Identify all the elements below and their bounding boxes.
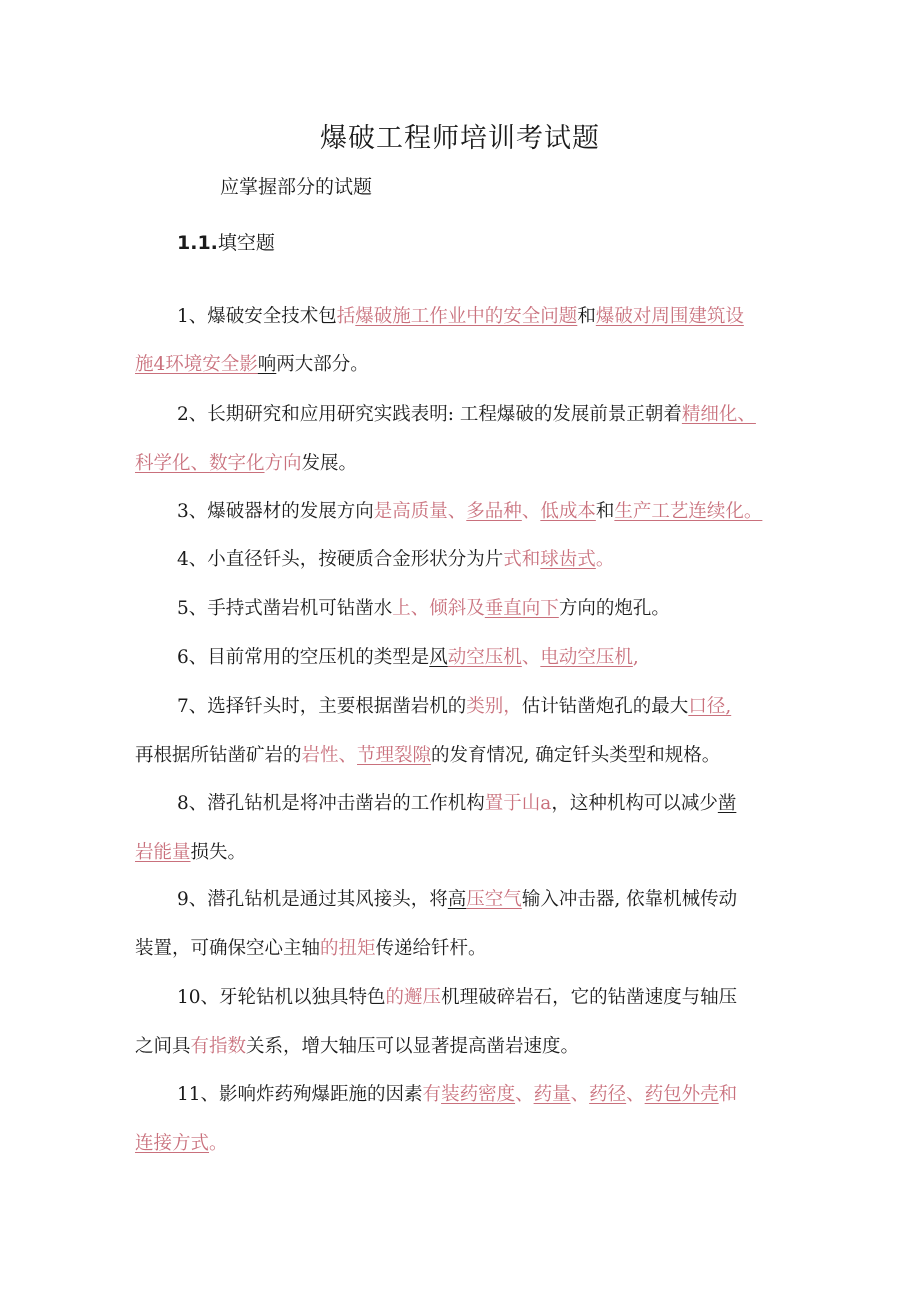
question-text: 的发育情况, 确定钎头类型和规格。 — [431, 745, 721, 766]
answer-text: 生产工艺连续化。 — [614, 501, 763, 522]
answer-text: 口径, — [688, 696, 732, 717]
answer-text: 有 — [422, 1084, 442, 1105]
question-text: 风 — [429, 647, 448, 668]
question-text: 损失。 — [190, 842, 247, 863]
question-text: 9、潜孔钻机是通过其风接头，将 — [177, 889, 448, 910]
answer-text: 爆破施工作业中的安全问题 — [355, 306, 578, 327]
question-text: 两大部分。 — [276, 354, 369, 375]
question-text: 4、小直径钎头，按硬质合金形状分为片 — [177, 549, 504, 570]
question-text: 5、手持式凿岩机可钻凿水 — [177, 598, 393, 619]
answer-text: 。 — [209, 1133, 228, 1154]
question-text: ，这种机构可以减少 — [551, 793, 718, 814]
question-6-line-1 — [177, 645, 639, 671]
answer-text: 岩性、 — [301, 745, 358, 766]
answer-text: 、 — [521, 647, 541, 668]
answer-text: 施4环境安全影 — [135, 354, 258, 375]
question-8-line-1 — [177, 791, 736, 817]
question-text: 再根据所钻凿矿岩的 — [135, 745, 302, 766]
question-text: 6、目前常用的空压机的类型是 — [177, 647, 430, 668]
question-text: 2、长期研究和应用研究实践表明: 工程爆破的发展前景正朝着 — [177, 404, 682, 425]
subtitle: 应掌握部分的试题 — [220, 176, 373, 198]
question-3-line-1 — [177, 499, 762, 525]
answer-text: 、 — [570, 1084, 590, 1105]
answer-text: 、 — [521, 501, 541, 522]
question-9-line-2 — [135, 936, 487, 962]
answer-text: 、 — [626, 1084, 645, 1105]
answer-text: 压空气 — [466, 889, 522, 910]
answer-text: 药径 — [589, 1084, 627, 1105]
answer-text: 球齿式 — [540, 549, 596, 570]
answer-text: 垂直向下 — [484, 598, 559, 619]
question-2-line-2 — [135, 451, 357, 477]
question-text: 关系，增大轴压可以显著提高凿岩速度。 — [246, 1036, 580, 1057]
answer-text: 是高质量、 — [373, 501, 467, 522]
answer-text: 节理裂隙 — [357, 745, 432, 766]
answer-text: 装药密度 — [441, 1084, 516, 1105]
question-text: 机理破碎岩石，它的钻凿速度与轴压 — [441, 987, 738, 1008]
question-text: 方向的炮孔。 — [558, 598, 670, 619]
answer-text: 的邂压 — [385, 987, 442, 1008]
question-7-line-1 — [177, 694, 731, 720]
answer-text: 式和 — [503, 549, 541, 570]
question-text: 装置，可确保空心主轴 — [135, 938, 321, 959]
question-text: 10、牙轮钻机以独具特色 — [177, 987, 386, 1008]
answer-text: 岩能量 — [135, 842, 191, 863]
answer-text: 括 — [336, 306, 356, 327]
answer-text: 数字化 — [209, 453, 265, 474]
question-10-line-1 — [177, 985, 737, 1011]
answer-text: 药量 — [533, 1084, 571, 1105]
answer-text: 药包外壳 — [644, 1084, 719, 1105]
answer-text: 方向 — [264, 453, 302, 474]
question-text: 发展。 — [301, 453, 358, 474]
document-title: 爆破工程师培训考试题 — [320, 123, 600, 154]
answer-text: 有指数 — [190, 1036, 247, 1057]
section-heading — [177, 228, 275, 255]
question-9-line-1 — [177, 887, 737, 913]
question-text: 之间具 — [135, 1036, 191, 1057]
question-2-line-1 — [177, 402, 756, 428]
question-text: 高 — [447, 889, 467, 910]
answer-text: 爆破对周围建筑设 — [595, 306, 744, 327]
answer-text: 电动空压机 — [540, 647, 633, 668]
section-label: 填空题 — [217, 232, 275, 254]
question-4-line-1 — [177, 547, 614, 573]
question-text: 3、爆破器材的发展方向 — [177, 501, 374, 522]
question-1-line-1 — [177, 304, 744, 330]
question-text: 和 — [595, 501, 615, 522]
answer-text: 科学化、 — [135, 453, 210, 474]
question-text: 1、爆破安全技术包 — [177, 306, 337, 327]
answer-text: 动空压机 — [447, 647, 522, 668]
question-10-line-2 — [135, 1034, 579, 1060]
answer-text: 置于山a — [484, 793, 552, 814]
question-11-line-2 — [135, 1131, 228, 1157]
answer-text: 上、倾斜及 — [392, 598, 485, 619]
question-text: 传递给钎杆。 — [375, 938, 487, 959]
question-8-line-2 — [135, 840, 246, 866]
answer-text: 类别， — [466, 696, 522, 717]
answer-text: 。 — [595, 549, 615, 570]
question-text: 和 — [577, 306, 596, 327]
question-11-line-1 — [177, 1082, 737, 1108]
question-text: 7、选择钎头时，主要根据凿岩机的 — [177, 696, 467, 717]
answer-text: 多品种 — [466, 501, 522, 522]
question-text: 11、影响炸药殉爆距施的因素 — [177, 1084, 423, 1105]
question-text: 8、潜孔钻机是将冲击凿岩的工作机构 — [177, 793, 485, 814]
question-text: 估计钻凿炮孔的最大 — [521, 696, 689, 717]
question-text: 输入冲击器, 依靠机械传动 — [521, 889, 738, 910]
question-5-line-1 — [177, 596, 670, 622]
section-number: 1.1. — [177, 232, 218, 254]
question-text: 响 — [257, 354, 277, 375]
answer-text: , — [632, 647, 639, 668]
question-7-line-2 — [135, 743, 720, 769]
answer-text: 、 — [515, 1084, 534, 1105]
answer-text: 的扭矩 — [320, 938, 376, 959]
answer-text: 和 — [718, 1084, 738, 1105]
question-1-line-2 — [135, 352, 369, 378]
answer-text: 连接方式 — [135, 1133, 210, 1154]
question-text: 凿 — [717, 793, 737, 814]
answer-text: 低成本 — [540, 501, 596, 522]
answer-text: 精细化、 — [681, 404, 756, 425]
